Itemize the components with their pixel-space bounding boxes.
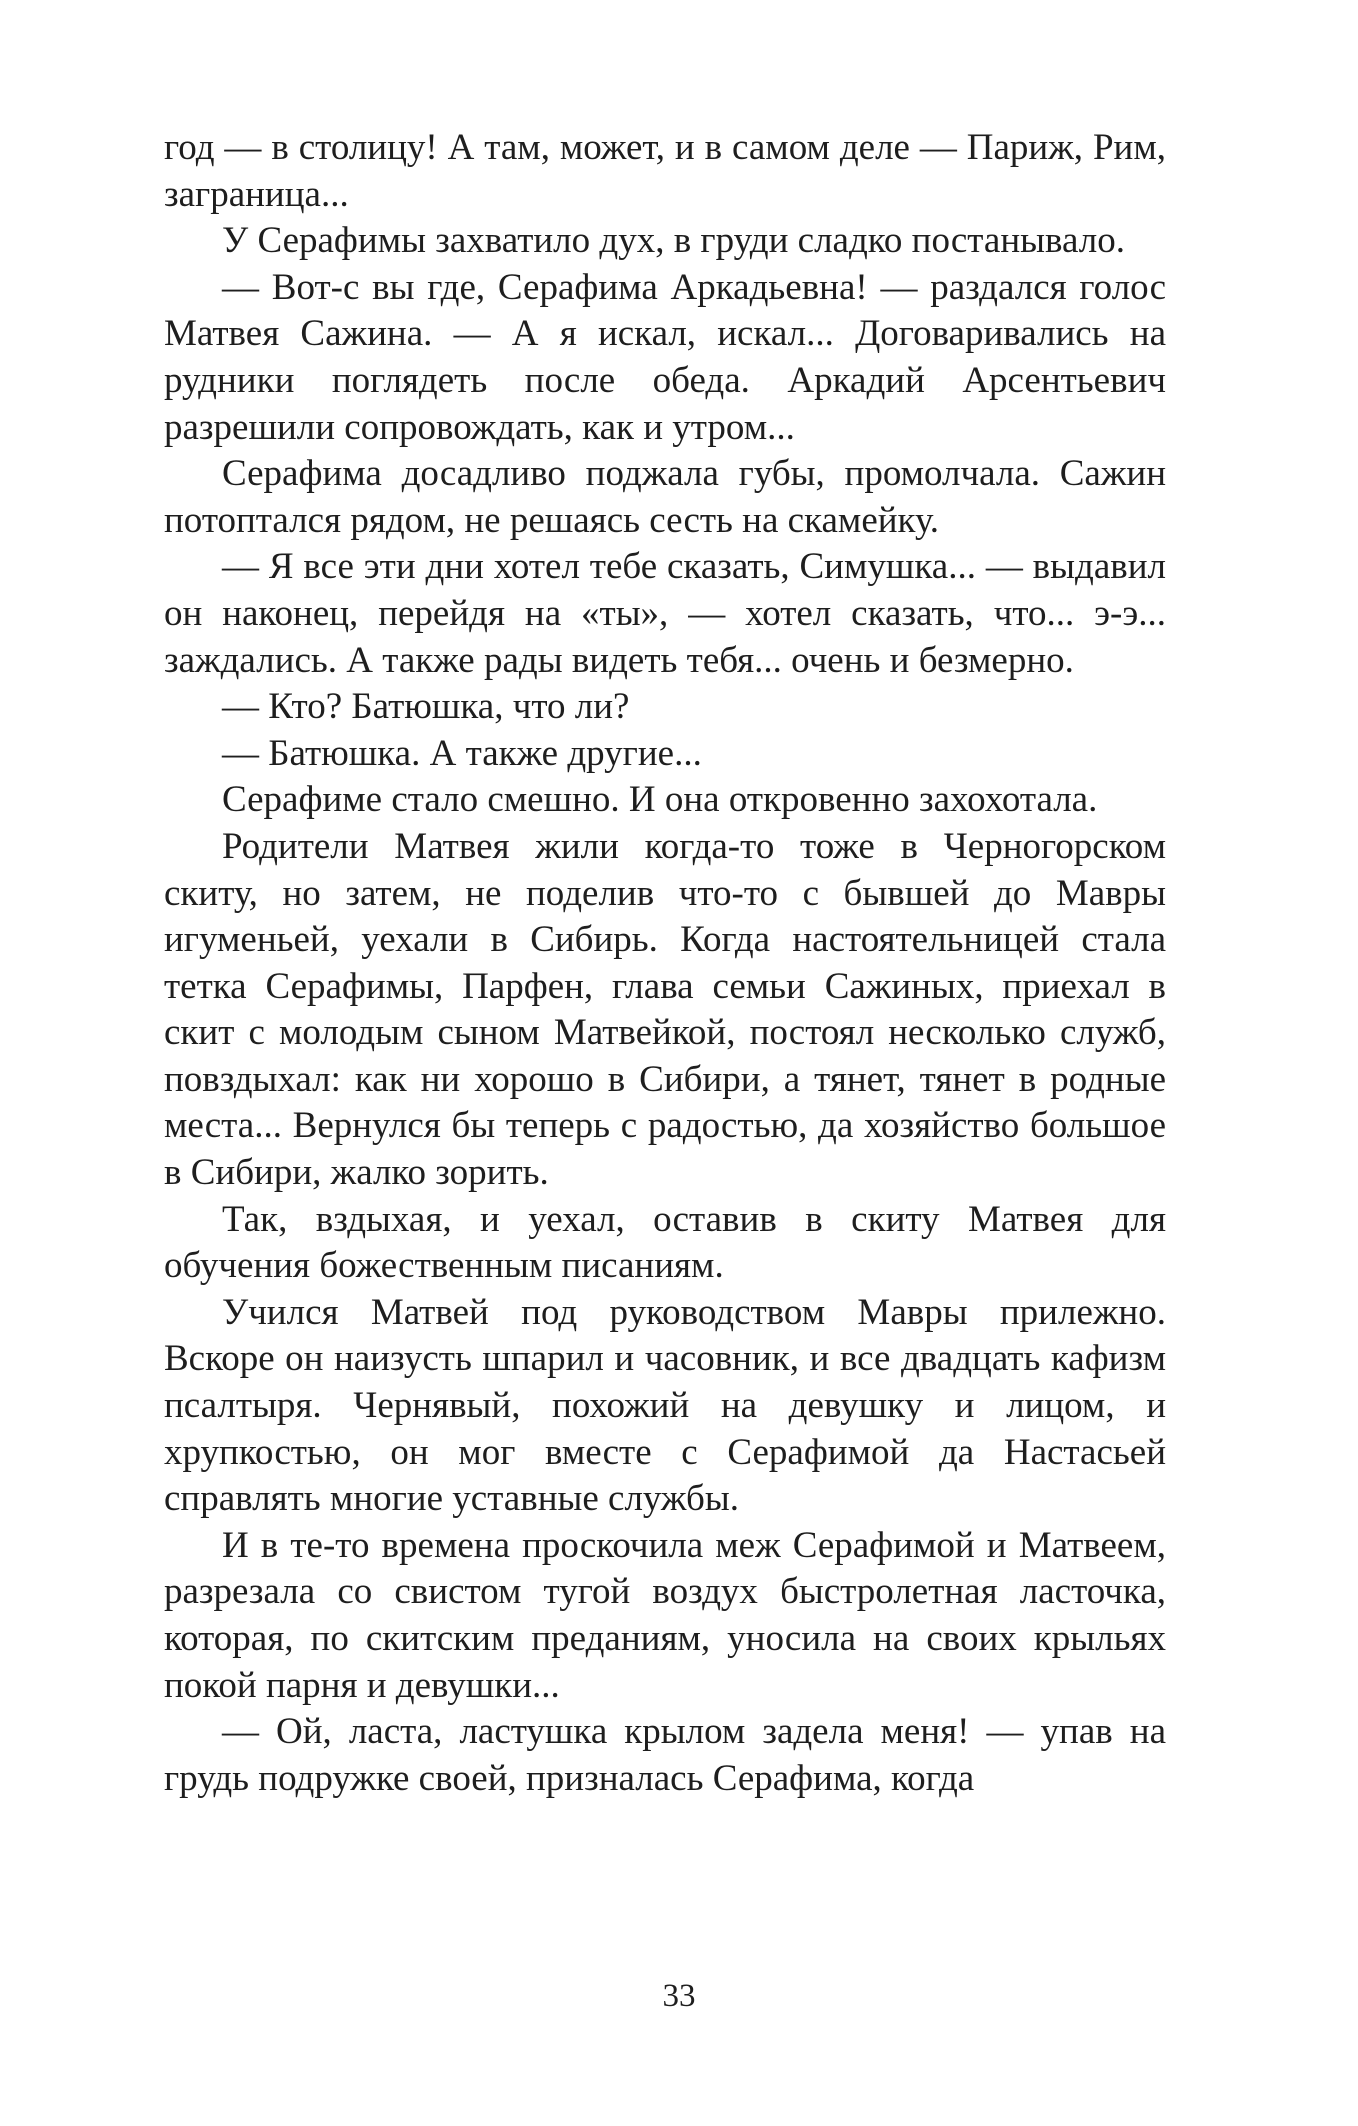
paragraph-5: — Я все эти дни хотел тебе сказать, Симушка... — выдавил он наконец, перейдя на «ты», — хотел сказать, что... э-э... заждались. А также рады видеть тебя... очень и безмерно. bbox=[164, 546, 1166, 681]
page-number: 33 bbox=[662, 1978, 696, 2014]
paragraph-4: Серафима досадливо поджала губы, промолчала. Сажин потоптался рядом, не решаясь сесть на скамейку. bbox=[164, 453, 1166, 541]
body-text bbox=[164, 125, 1166, 1802]
paragraph-11: Учился Матвей под руководством Мавры прилежно. Вскоре он наизусть шпарил и часовник, и все двадцать кафизм псалтыря. Чернявый, похожий на девушку и лицом, и хрупкостью, он мог вместе с Серафимой да Настасьей справлять многие уставные службы. bbox=[164, 1291, 1166, 1520]
paragraph-9: Родители Матвея жили когда-то тоже в Черногорском скиту, но затем, не поделив что-то с бывшей до Мавры игуменьей, уехали в Сибирь. Когда настоятельницей стала тетка Серафимы, Парфен, глава семьи Сажиных, приехал в скит с молодым сыном Матвейкой, постоял несколько служб, повздыхал: как ни хорошо в Сибири, а тянет, тянет в родные места... Вернулся бы теперь с радостью, да хозяйство большое в Сибири, жалко зорить. bbox=[164, 825, 1166, 1194]
paragraph-2: У Серафимы захватило дух, в груди сладко постанывало. bbox=[222, 220, 1125, 262]
paragraph-10: Так, вздыхая, и уехал, оставив в скиту Матвея для обучения божественным писаниям. bbox=[164, 1198, 1166, 1287]
paragraph-12: И в те-то времена проскочила меж Серафимой и Матвеем, разрезала со свистом тугой воздух быстролетная ласточка, которая, по скитским преданиям, уносила на своих крыльях покой парня и девушки... bbox=[164, 1524, 1166, 1706]
paragraph-13: — Ой, ласта, ластушка крылом задела меня! — упав на грудь подружке своей, призналась Серафима, когда bbox=[164, 1711, 1166, 1799]
paragraph-7: — Батюшка. А также другие... bbox=[222, 732, 702, 774]
paragraph-8: Серафиме стало смешно. И она откровенно захохотала. bbox=[222, 779, 1098, 821]
paragraph-3: — Вот-с вы где, Серафима Аркадьевна! — раздался голос Матвея Сажина. — А я искал, искал... Договаривались на рудники поглядеть после обеда. Аркадий Арсентьевич разрешили сопровождать, как и утром... bbox=[164, 266, 1166, 448]
paragraph-1: год — в столицу! А там, может, и в самом деле — Париж, Рим, заграница... bbox=[164, 127, 1166, 215]
paragraph-6: — Кто? Батюшка, что ли? bbox=[222, 686, 630, 728]
